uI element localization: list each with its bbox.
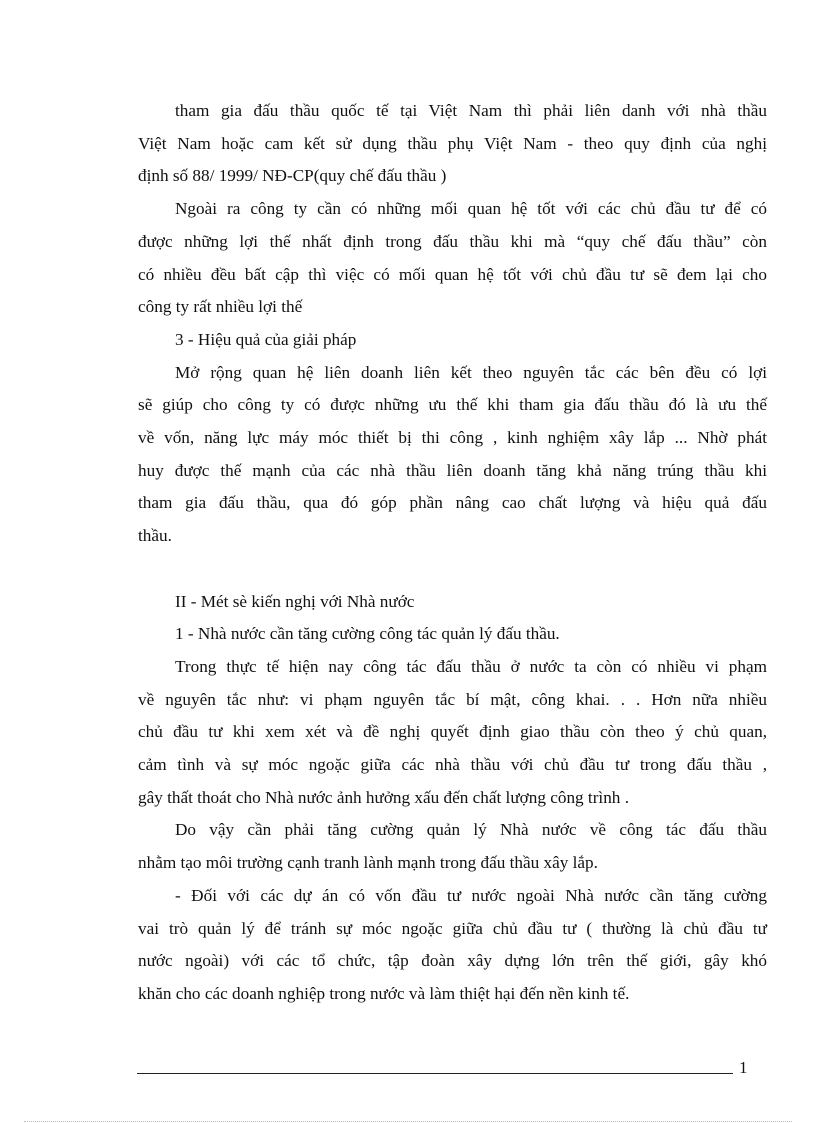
text-line: tham gia đấu thầu, qua đó góp phần nâng cao chất lượng và hiệu quả đấu bbox=[138, 493, 767, 513]
text-line: thầu. bbox=[138, 526, 172, 546]
page-break-divider bbox=[24, 1121, 792, 1122]
text-line: Do vậy cần phải tăng cường quản lý Nhà nước về công tác đấu thầu bbox=[175, 820, 767, 840]
text-line: công ty rất nhiều lợi thế bbox=[138, 297, 303, 317]
text-line: được những lợi thế nhất định trong đấu thầu khi mà “quy chế đấu thầu” còn bbox=[138, 231, 767, 251]
text-line: chủ đầu tư khi xem xét và đề nghị quyết định giao thầu còn theo ý chủ quan, bbox=[138, 722, 767, 742]
text-line: về nguyên tắc như: vi phạm nguyên tắc bí mật, công khai. . . Hơn nữa nhiều bbox=[138, 689, 767, 709]
text-line: - Đối với các dự án có vốn đầu tư nước ngoài Nhà nước cần tăng cường bbox=[175, 885, 767, 905]
text-line: sẽ giúp cho công ty có được những ưu thế khi tham gia đấu thầu đó là ưu thế bbox=[138, 395, 767, 415]
text-line: khăn cho các doanh nghiệp trong nước và làm thiệt hại đến nền kinh tế. bbox=[138, 983, 630, 1003]
text-line: II - Mét sè kiến nghị với Nhà nước bbox=[175, 591, 415, 611]
text-line: nước ngoài) với các tổ chức, tập đoàn xây dựng lớn trên thế giới, gây khó bbox=[138, 951, 767, 971]
text-line: gây thất thoát cho Nhà nước ảnh hưởng xấu đến chất lượng công trình . bbox=[138, 787, 629, 807]
paragraph-gap bbox=[138, 553, 767, 586]
footer-rule bbox=[137, 1073, 733, 1074]
text-line: về vốn, năng lực máy móc thiết bị thi công , kinh nghiệm xây lắp ... Nhờ phát bbox=[138, 428, 767, 448]
text-line: Trong thực tế hiện nay công tác đấu thầu ở nước ta còn có nhiều vi phạm bbox=[175, 656, 767, 676]
text-line: huy được thế mạnh của các nhà thầu liên doanh tăng khả năng trúng thầu khi bbox=[138, 460, 767, 480]
page-number: 1 bbox=[739, 1058, 748, 1077]
text-line: Việt Nam hoặc cam kết sử dụng thầu phụ Việt Nam - theo quy định của nghị bbox=[138, 133, 767, 153]
text-line: 1 - Nhà nước cần tăng cường công tác quản lý đấu thầu. bbox=[175, 624, 560, 644]
text-line: 3 - Hiệu quả của giải pháp bbox=[175, 329, 357, 349]
document-body bbox=[138, 95, 767, 1011]
text-line: tham gia đấu thầu quốc tế tại Việt Nam thì phải liên danh với nhà thầu bbox=[175, 101, 767, 120]
text-line: nhằm tạo môi trường cạnh tranh lành mạnh trong đấu thầu xây lắp. bbox=[138, 853, 598, 873]
text-line: cảm tình và sự móc ngoặc giữa các nhà thầu với chủ đầu tư trong đấu thầu , bbox=[138, 755, 767, 775]
text-line: vai trò quản lý để tránh sự móc ngoặc giữa chủ đầu tư ( thường là chủ đầu tư bbox=[138, 918, 767, 938]
text-line: Ngoài ra công ty cần có những mối quan hệ tốt với các chủ đầu tư để có bbox=[175, 199, 767, 219]
text-line: định số 88/ 1999/ NĐ-CP(quy chế đấu thầu ) bbox=[138, 166, 447, 186]
text-line: Mở rộng quan hệ liên doanh liên kết theo nguyên tắc các bên đều có lợi bbox=[175, 362, 767, 382]
text-line: có nhiều đều bất cập thì việc có mối quan hệ tốt với chủ đầu tư sẽ đem lại cho bbox=[138, 264, 767, 284]
